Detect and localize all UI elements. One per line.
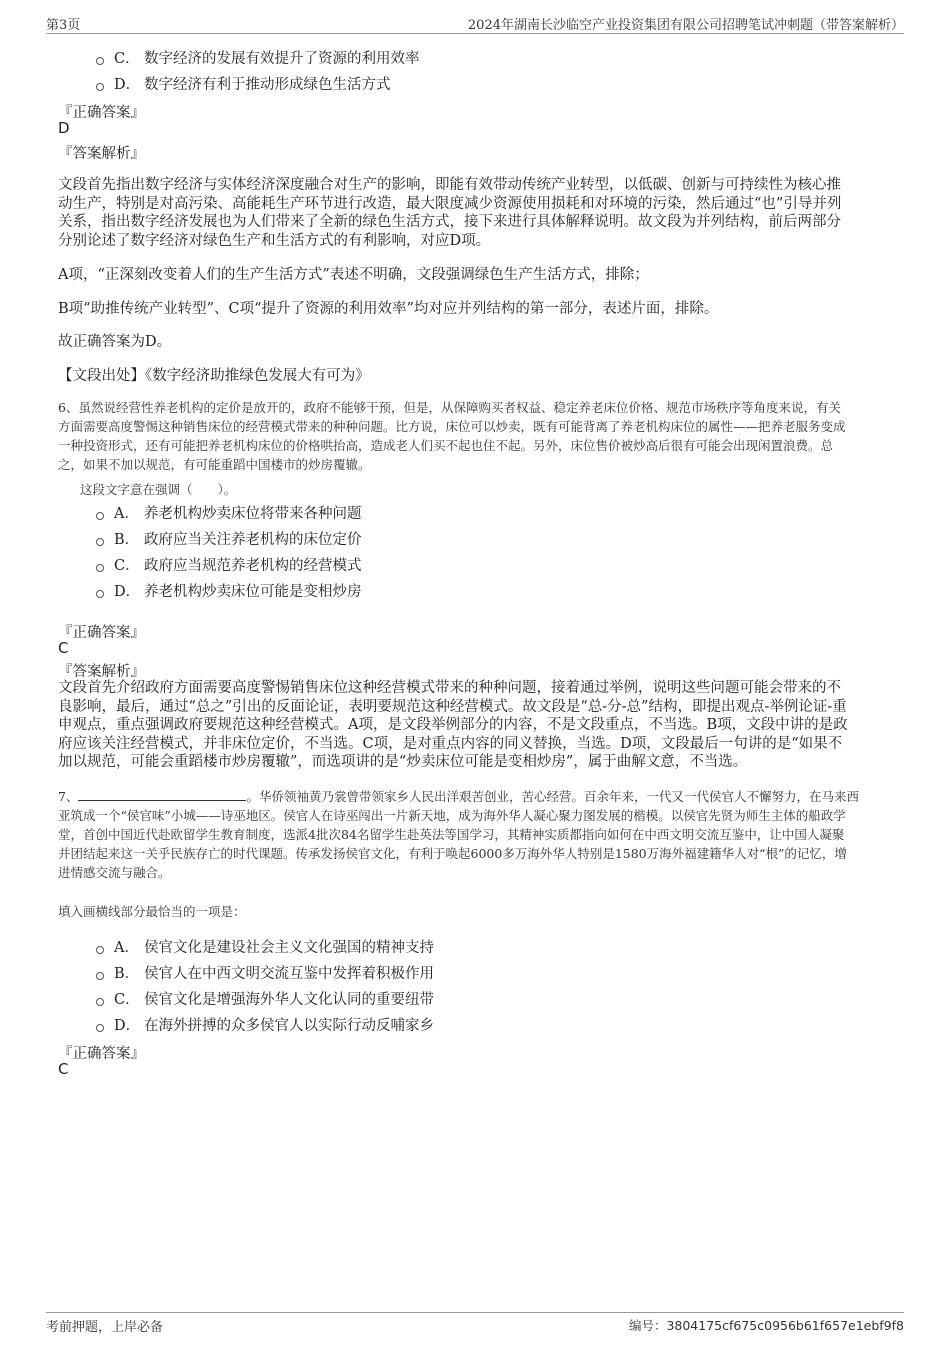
radio-icon[interactable]	[96, 538, 104, 546]
q7-option-a[interactable]: A． 侯官文化是建设社会主义文化强国的精神支持	[96, 936, 434, 957]
q7-answer-label: 『正确答案』	[58, 1046, 145, 1062]
q7-option-c[interactable]: C． 侯官文化是增强海外华人文化认同的重要纽带	[96, 988, 434, 1009]
q6-answer: C	[58, 639, 69, 657]
q5-answer: D	[58, 119, 70, 137]
q5-answer-label: 『正确答案』	[58, 105, 145, 121]
q5-analysis-label: 『答案解析』	[58, 146, 145, 162]
radio-icon[interactable]	[96, 590, 104, 598]
q6-answer-label: 『正确答案』	[58, 625, 145, 641]
document-title: 2024年湖南长沙临空产业投资集团有限公司招聘笔试冲刺题（带答案解析）	[467, 18, 904, 33]
document-id: 编号：3804175cf675c0956b61f657e1ebf9f8	[628, 1318, 904, 1333]
header-divider	[46, 33, 904, 34]
footer-divider	[46, 1312, 904, 1313]
q5-analysis: 文段首先指出数字经济与实体经济深度融合对生产的影响，即能有效带动传统产业转型，以低碳、创新与可持续性为核心推 动生产，特别是对高污染、高能耗生产环节进行改造，最大限度减少资源使用损耗和对环境的污染，然后通过“也”引导并列 关系，指出数字经济发展也为人们带来了全新的绿色生活方式，接下来进行具体解释说明。故文段为并列结构，前后两部分 分别论述了数字经济对绿色生产和生活方式的有利影响，对应D项。	[58, 177, 842, 249]
q5-conclusion: 故正确答案为D。	[58, 334, 172, 350]
radio-icon[interactable]	[96, 512, 104, 520]
q6-stem: 6、虽然说经营性养老机构的定价是放开的，政府不能够干预，但是，从保障购买者权益、稳定养老床位价格、规范市场秩序等角度来说，有关 方面需要高度警惕这种销售床位的经营模式带来的种种问题。比方说，床位可以炒卖，既有可能背离了养老机构床位的属性——把养老服务变成 一种投资形式，还有可能把养老机构床位的价格哄抬高，造成老人们买不起也住不起。另外，床位售价被炒高后很有可能会出现闲置浪费。总 之，如果不加以规范，有可能重蹈中国楼市的炒房覆辙。	[58, 400, 846, 472]
q5-source: 【文段出处】《数字经济助推绿色发展大有可为》	[58, 368, 370, 384]
q6-option-b[interactable]: B． 政府应当关注养老机构的床位定价	[96, 528, 362, 549]
q7-stem: 7、 。华侨领袖黄乃裳曾带领家乡人民出洋艰苦创业，苦心经营。百余年来，一代又一代侯官人不懈努力，在马来西 亚筑成一个“侯官味”小城——诗巫地区。侯官人在诗巫闯出一片新天地，成为海外华人凝心聚力图发展的楷模。以侯官先贤为师生主体的船政学 堂，首创中国近代赴欧留学生教育制度，选派4批次84名留学生赴英法等国学习，其精神实质都指向如何在中西文明交流互鉴中，让中国人凝聚 并团结起来这一关乎民族存亡的时代课题。传承发扬侯官文化，有利于唤起6000多万海外华人特别是1580万海外福建籍华人对“根”的记忆，增 进情感交流与融合。	[58, 789, 859, 880]
radio-icon[interactable]	[96, 83, 104, 91]
q6-option-c[interactable]: C． 政府应当规范养老机构的经营模式	[96, 554, 362, 575]
radio-icon[interactable]	[96, 998, 104, 1006]
q6-prompt: 这段文字意在强调（ ）。	[80, 482, 237, 497]
q7-option-b[interactable]: B． 侯官人在中西文明交流互鉴中发挥着积极作用	[96, 962, 434, 983]
q6-analysis-label: 『答案解析』	[58, 664, 145, 680]
q5-note-a: A项，“正深刻改变着人们的生产生活方式”表述不明确，文段强调绿色生产生活方式，排除；	[58, 267, 649, 283]
q7-number: 7、	[58, 789, 79, 804]
page-number: 第3页	[46, 18, 81, 33]
q6-option-d[interactable]: D． 养老机构炒卖床位可能是变相炒房	[96, 580, 362, 601]
q5-note-bc: B项“助推传统产业转型”、C项“提升了资源的利用效率”均对应并列结构的第一部分，表述片面，排除。	[58, 301, 719, 317]
radio-icon[interactable]	[96, 946, 104, 954]
q6-analysis: 文段首先介绍政府方面需要高度警惕销售床位这种经营模式带来的种种问题，接着通过举例，说明这些问题可能会带来的不 良影响，最后，通过“总之”引出的反面论证，表明要规范这种经营模式。故文段是“总-分-总”结构，即提出观点-举例论证-重 申观点，重点强调政府要规范这种经营模式。A项，是文段举例部分的内容，不是文段重点，不当选。B项，文段中讲的是政 府应该关注经营模式，并非床位定价，不当选。C项，是对重点内容的同义替换，当选。D项，文段最后一句讲的是“如果不 加以规范，可能会重蹈楼市炒房覆辙”，而选项讲的是“炒卖床位可能是变相炒房”，属于曲解文意，不当选。	[58, 680, 848, 770]
q6-option-a[interactable]: A． 养老机构炒卖床位将带来各种问题	[96, 502, 362, 523]
q5-option-d[interactable]: D． 数字经济有利于推动形成绿色生活方式	[96, 73, 391, 94]
fill-in-blank	[78, 788, 246, 801]
q7-prompt: 填入画横线部分最恰当的一项是：	[58, 904, 246, 919]
q5-option-c[interactable]: C． 数字经济的发展有效提升了资源的利用效率	[96, 47, 420, 68]
radio-icon[interactable]	[96, 57, 104, 65]
radio-icon[interactable]	[96, 1024, 104, 1032]
q7-option-d[interactable]: D． 在海外拼搏的众多侯官人以实际行动反哺家乡	[96, 1014, 434, 1035]
radio-icon[interactable]	[96, 564, 104, 572]
radio-icon[interactable]	[96, 972, 104, 980]
footer-slogan: 考前押题，上岸必备	[46, 1320, 164, 1335]
q7-answer: C	[58, 1060, 69, 1078]
